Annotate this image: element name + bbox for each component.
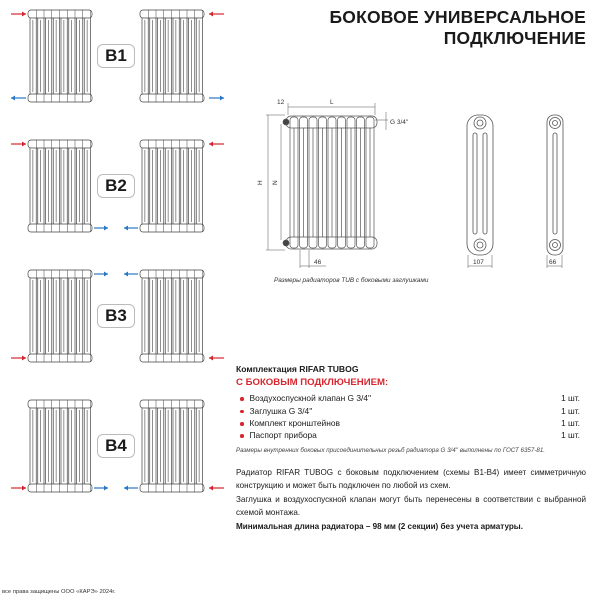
kit-item — [236, 392, 586, 404]
dim-thread: G 3/4'' — [390, 119, 409, 126]
scheme-label: B3 — [97, 304, 135, 328]
supply-arrow-icon — [209, 356, 224, 361]
radiator-right — [140, 400, 204, 492]
page-title — [329, 7, 586, 49]
dim-height: H — [257, 180, 264, 185]
dimension-drawing — [250, 90, 600, 290]
dim-12: 12 — [277, 99, 285, 106]
dim-107: 107 — [473, 259, 484, 266]
radiator-left — [28, 140, 92, 232]
item-quantity: 1 шт. — [561, 405, 580, 416]
supply-arrow-icon — [11, 12, 26, 17]
return-arrow-icon — [124, 226, 138, 231]
kit-item — [236, 429, 586, 441]
item-name: Заглушка G 3/4'' — [249, 405, 313, 416]
side-view-107 — [467, 115, 493, 255]
radiator-right — [140, 140, 204, 232]
minimum-length-note: Минимальная длина радиатора – 98 мм (2 секции) без учета арматуры. — [236, 521, 523, 531]
item-quantity: 1 шт. — [561, 430, 580, 441]
supply-arrow-icon — [209, 142, 224, 147]
bullet-icon — [240, 434, 244, 438]
return-arrow-icon — [94, 226, 108, 231]
bullet-icon — [240, 410, 244, 414]
item-quantity: 1 шт. — [561, 417, 580, 428]
item-name: Воздухоспускной клапан G 3/4'' — [249, 393, 372, 404]
kit-item-name — [240, 406, 312, 416]
description-paragraph: Радиатор RIFAR TUBOG с боковым подключением (схемы B1-B4) имеет симметричную конструкцию и может быть подключен по любой из схем. — [236, 468, 586, 491]
dim-46: 46 — [314, 259, 322, 266]
title-line-2: ПОДКЛЮЧЕНИЕ — [443, 28, 586, 48]
radiator-left — [28, 10, 92, 102]
item-quantity: 1 шт. — [561, 393, 580, 404]
copyright-footer: все права защищены ООО «КАРЭ» 2024г. — [2, 589, 116, 595]
front-view — [283, 116, 377, 249]
radiator-dimension-drawing — [250, 90, 600, 290]
return-arrow-icon — [124, 272, 138, 277]
item-name: Комплект кронштейнов — [249, 417, 340, 428]
scheme-label: B1 — [97, 44, 135, 68]
kit-list — [236, 392, 586, 442]
title-line-1: БОКОВОЕ УНИВЕРСАЛЬНОЕ — [329, 7, 586, 27]
kit-subheading: С БОКОВЫМ ПОДКЛЮЧЕНИЕМ: — [236, 377, 389, 388]
radiator-right — [140, 10, 204, 102]
kit-heading: Комплектация RIFAR TUBOG — [236, 364, 359, 374]
scheme-label: B4 — [97, 434, 135, 458]
dim-66: 66 — [549, 259, 557, 266]
radiator-left — [28, 270, 92, 362]
description — [236, 466, 586, 533]
connection-schemes — [0, 0, 235, 560]
return-arrow-icon — [94, 272, 108, 277]
kit-item — [236, 404, 586, 416]
return-arrow-icon — [94, 486, 108, 491]
dim-length: L — [330, 99, 334, 106]
supply-arrow-icon — [11, 356, 26, 361]
description-paragraph: Заглушка и воздухоспускной клапан могут быть перенесены в соответствии с выбранной схемой монтажа. — [236, 494, 586, 518]
kit-item — [236, 417, 586, 429]
supply-arrow-icon — [11, 486, 26, 491]
radiator-right — [140, 270, 204, 362]
item-name: Паспорт прибора — [249, 430, 317, 441]
bullet-icon — [240, 422, 244, 426]
drawing-caption: Размеры радиаторов TUB с боковыми заглушками — [274, 277, 429, 284]
side-view-66 — [547, 115, 563, 255]
supply-arrow-icon — [209, 486, 224, 491]
bullet-icon — [240, 397, 244, 401]
dim-axis-distance: N — [272, 180, 279, 185]
scheme-label: B2 — [97, 174, 135, 198]
kit-item-name — [240, 393, 371, 403]
kit-item-name — [240, 418, 340, 428]
return-arrow-icon — [124, 486, 138, 491]
return-arrow-icon — [209, 96, 224, 101]
schemes-graphic — [0, 0, 235, 560]
kit-note: Размеры внутренних боковых присоединительных резьб радиатора G 3/4'' выполнены по ГОСТ 6357-81. — [236, 446, 545, 454]
supply-arrow-icon — [209, 12, 224, 17]
kit-item-name — [240, 430, 317, 440]
radiator-left — [28, 400, 92, 492]
return-arrow-icon — [11, 96, 26, 101]
supply-arrow-icon — [11, 142, 26, 147]
kit-section — [236, 364, 586, 454]
